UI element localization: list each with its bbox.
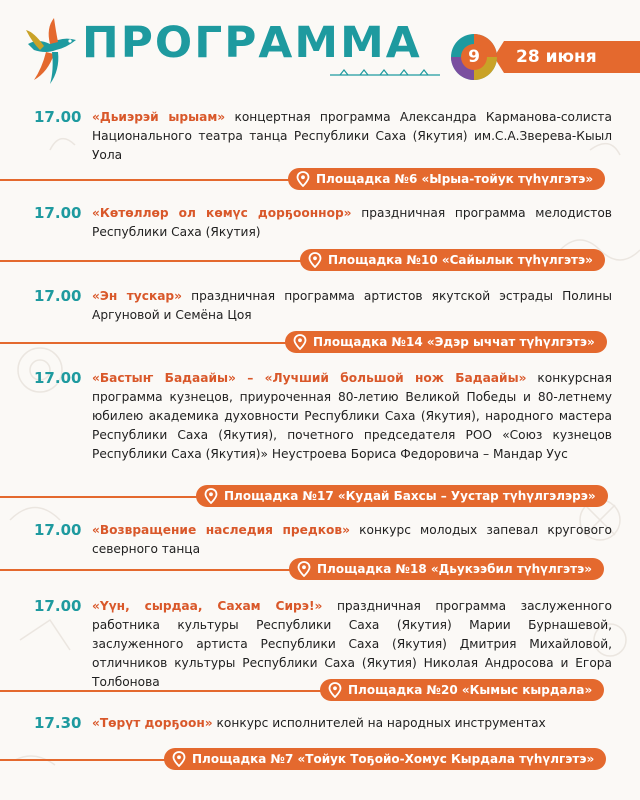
event-name: «Бастыҥ Бадаайы» – «Лучший большой нож Бадаайы»	[92, 371, 527, 385]
event-name: «Үүн, сырдаа, Сахам Сирэ!»	[92, 599, 323, 613]
location-pin-icon	[171, 751, 187, 767]
event-description	[92, 714, 612, 733]
venue-tag	[320, 679, 604, 701]
divider	[0, 342, 295, 344]
venue-label: Площадка №18 «Дьукээбил түһүлгэтэ»	[317, 562, 592, 576]
location-pin-icon	[296, 561, 312, 577]
venue-label: Площадка №14 «Эдэр ыччат түһүлгэтэ»	[313, 335, 595, 349]
location-pin-icon	[295, 171, 311, 187]
divider	[0, 496, 210, 498]
event-text: праздничная программа артистов якутской эстрады Полины Аргуновой и Семёна Цоя	[92, 289, 612, 322]
event-time: 17.00	[34, 287, 82, 305]
location-pin-icon	[203, 488, 219, 504]
page-title: ПРОГРАММА	[82, 18, 422, 68]
venue-label: Площадка №10 «Сайылык түһүлгэтэ»	[328, 253, 593, 267]
event-text: праздничная программа заслуженного работника культуры Республики Саха (Якутия) Марии Бурнашевой, заслуженного артиста Республики Саха (Якутия) Дмитрия Михайловой, отличников культуры Республики Саха (Якутия) Николая Андросова и Егора Толбонова	[92, 599, 612, 689]
event-text: праздничная программа мелодистов Республики Саха (Якутия)	[92, 206, 612, 239]
date-label: 28 июня	[516, 47, 597, 67]
event-time: 17.00	[34, 108, 82, 126]
location-pin-icon	[327, 682, 343, 698]
venue-tag	[164, 748, 606, 770]
event-time: 17.00	[34, 521, 82, 539]
event-text: концертная программа Александра Карманова-солиста Национального театра танца Республики Саха (Якутия) им.С.А.Зверева-Кыыл Уола	[92, 110, 612, 162]
event-text: конкурс молодых запевал кругового северного танца	[92, 523, 612, 556]
divider	[0, 759, 175, 761]
venue-label: Площадка №6 «Ырыа-тойук түһүлгэтэ»	[316, 172, 594, 186]
venue-tag	[285, 331, 607, 353]
event-time: 17.00	[34, 204, 82, 222]
bird-logo	[20, 14, 82, 86]
divider	[0, 569, 300, 571]
divider	[0, 179, 300, 181]
location-pin-icon	[292, 334, 308, 350]
event-name: «Возвращение наследия предков»	[92, 523, 350, 537]
divider	[0, 260, 310, 262]
event-description	[92, 597, 612, 692]
event-description	[92, 204, 612, 242]
venue-tag	[288, 168, 605, 190]
location-pin-icon	[307, 252, 323, 268]
venue-label: Площадка №20 «Кымыс кырдала»	[348, 683, 593, 697]
venue-tag	[300, 249, 605, 271]
divider	[0, 690, 330, 692]
event-description	[92, 369, 612, 464]
venue-tag	[196, 485, 608, 507]
event-description	[92, 108, 612, 165]
event-description	[92, 521, 612, 559]
event-text: конкурсная программа кузнецов, приуроченная 80-летию Великой Победы и 80-летнему юбилею академика духовности Республики Саха (Якутия), народного мастера Республики Саха (Якутия), почетного председателя РОО «Союз кузнецов Республики Саха (Якутия)» Неустроева Бориса Федоровича – Мандар Уус	[92, 371, 612, 461]
event-time: 17.30	[34, 714, 82, 732]
event-name: «Дьиэрэй ырыам»	[92, 110, 226, 124]
venue-tag	[289, 558, 604, 580]
venue-label: Площадка №17 «Кудай Бахсы – Уустар түһүлгэлэрэ»	[224, 489, 596, 503]
day-number: 9	[468, 47, 480, 67]
event-name: «Эн тускар»	[92, 289, 183, 303]
event-name: «Көтөллөр ол көмүс дорҕооннор»	[92, 206, 352, 220]
title-ornament	[330, 68, 440, 82]
event-time: 17.00	[34, 369, 82, 387]
event-name: «Төрүт дорҕоон»	[92, 716, 213, 730]
event-text: конкурс исполнителей на народных инструментах	[212, 716, 546, 730]
header	[0, 0, 640, 100]
venue-label: Площадка №7 «Тойук Тоҕойо-Хомус Кырдала түһүлгэтэ»	[192, 752, 595, 766]
event-description	[92, 287, 612, 325]
event-time: 17.00	[34, 597, 82, 615]
